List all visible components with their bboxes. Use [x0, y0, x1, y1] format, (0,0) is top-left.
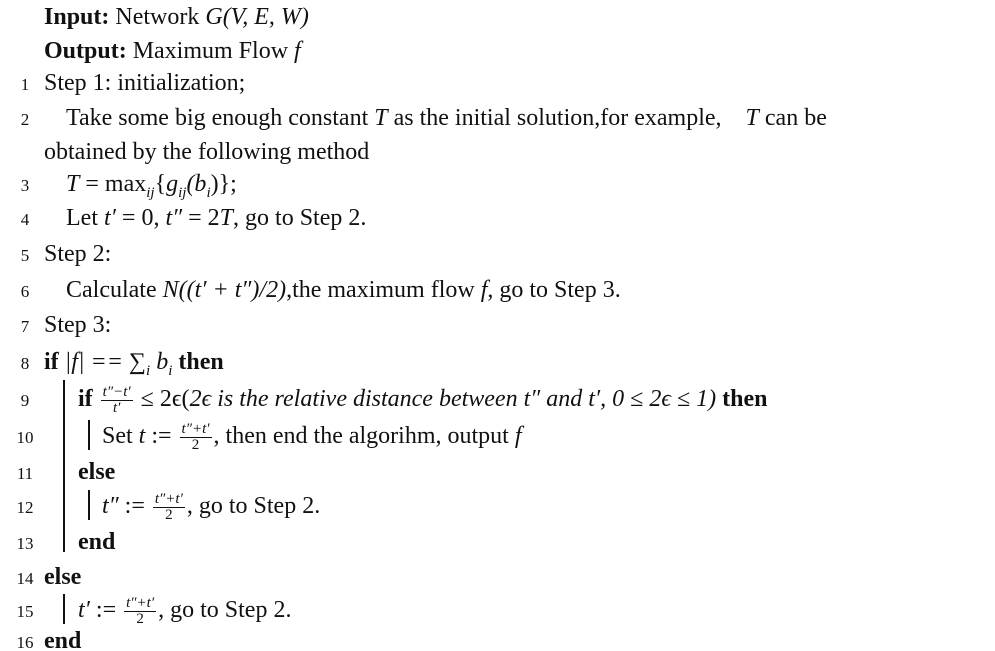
- keyword: end: [44, 628, 82, 651]
- math: g: [166, 171, 179, 197]
- keyword: else: [78, 459, 116, 485]
- input-label: Input:: [44, 4, 110, 30]
- block-bar: [63, 380, 65, 552]
- text: Take some big enough constant: [66, 105, 375, 131]
- line-number: 8: [20, 354, 30, 373]
- line-11: [78, 457, 115, 487]
- output-text: Maximum Flow: [132, 38, 295, 64]
- denominator: t′: [112, 399, 121, 416]
- line-5: Step 2:: [44, 241, 112, 267]
- keyword: if: [44, 349, 59, 375]
- text: , go to Step 2.: [186, 493, 321, 519]
- numerator: t″+t′: [126, 594, 155, 611]
- math: T: [219, 205, 234, 231]
- math: (b: [186, 171, 207, 197]
- sub: i: [168, 362, 173, 379]
- denominator: 2: [191, 436, 200, 453]
- math: T: [66, 171, 80, 197]
- text: :=: [118, 493, 151, 519]
- text: = 2: [182, 205, 220, 231]
- output-math: f: [294, 38, 301, 64]
- line-1: Step 1: initialization;: [44, 70, 246, 96]
- line-number: 9: [20, 391, 30, 410]
- denominator: 2: [165, 506, 173, 523]
- denominator: 2: [136, 610, 144, 627]
- line-8: [44, 347, 224, 386]
- text: Calculate: [66, 277, 163, 303]
- input-text: Network: [115, 4, 206, 30]
- text: = max: [79, 171, 147, 197]
- line-15: [78, 595, 291, 627]
- text: ≤ 2ϵ(: [134, 386, 190, 412]
- block-bar: [88, 490, 90, 520]
- math: N: [162, 277, 179, 303]
- sub: ij: [178, 184, 187, 201]
- text: :=: [145, 423, 178, 449]
- text: , then end the algorihm, output: [213, 423, 515, 449]
- line-number: 14: [16, 569, 34, 588]
- input-line: [44, 2, 309, 32]
- fraction: [153, 492, 185, 523]
- math: t′: [78, 597, 90, 623]
- line-7: Step 3:: [44, 312, 112, 338]
- text: )};: [210, 171, 237, 197]
- line-number: 2: [20, 110, 30, 129]
- keyword: end: [78, 529, 116, 555]
- line-16: [44, 626, 81, 651]
- sub: ij: [146, 184, 155, 201]
- numerator: t″−t′: [102, 383, 131, 400]
- line-2: [66, 103, 827, 133]
- text: :=: [89, 597, 123, 623]
- line-number: 10: [16, 428, 34, 447]
- line-4: [66, 203, 366, 233]
- line-number: 6: [20, 282, 30, 301]
- line-3: [66, 169, 237, 208]
- text: , go to Step 3.: [487, 277, 621, 303]
- line-6: [66, 275, 621, 305]
- text: {: [154, 171, 167, 197]
- keyword: then: [172, 349, 224, 375]
- keyword: then: [716, 386, 768, 412]
- line-number: 11: [16, 464, 34, 483]
- sub: i: [146, 362, 151, 379]
- fraction: [101, 385, 133, 416]
- text: Set: [102, 423, 139, 449]
- line-number: 7: [20, 317, 30, 336]
- text: can be: [758, 105, 827, 131]
- line-2-continued: obtained by the following method: [44, 139, 370, 165]
- line-number: 13: [16, 534, 34, 553]
- line-number: 5: [20, 246, 30, 265]
- output-label: Output:: [44, 38, 127, 64]
- math: f: [480, 277, 488, 303]
- line-number: 1: [20, 75, 30, 94]
- text: , go to Step 2.: [158, 597, 292, 623]
- line-number: 16: [16, 633, 34, 651]
- text: ,the maximum flow: [286, 277, 481, 303]
- line-9: [78, 384, 768, 416]
- math: T: [745, 105, 759, 131]
- math: |f| == ∑: [58, 349, 147, 375]
- math: f: [514, 423, 522, 449]
- comment: 2ϵ is the relative distance between t″ and t′, 0 ≤ 2ϵ ≤ 1): [189, 386, 717, 412]
- line-number: 12: [16, 498, 34, 517]
- fraction: [180, 422, 212, 453]
- numerator: t″+t′: [154, 490, 183, 507]
- math: t″: [165, 205, 183, 231]
- text: , go to Step 2.: [233, 205, 367, 231]
- line-14: [44, 562, 81, 592]
- numerator: t″+t′: [181, 420, 210, 437]
- line-number: 3: [20, 176, 30, 195]
- output-line: [44, 36, 301, 66]
- math: t: [138, 423, 146, 449]
- keyword: if: [78, 386, 93, 412]
- math: T: [374, 105, 388, 131]
- sub: i: [206, 184, 211, 201]
- math: b: [150, 349, 169, 375]
- block-bar: [88, 420, 90, 450]
- math: t″: [102, 493, 119, 519]
- math: ((t′ + t″)/2): [178, 277, 287, 303]
- text: = 0,: [115, 205, 166, 231]
- line-number: 4: [20, 210, 30, 229]
- line-13: [78, 527, 115, 557]
- text: as the initial solution,for example,: [387, 105, 728, 131]
- input-math: G(V, E, W): [205, 4, 309, 30]
- text: Let: [66, 205, 104, 231]
- keyword: else: [44, 564, 82, 590]
- line-number: 15: [16, 602, 34, 621]
- fraction: [124, 596, 156, 627]
- line-12: [102, 491, 320, 523]
- line-10: [102, 421, 522, 453]
- math: t′: [103, 205, 116, 231]
- block-bar: [63, 594, 65, 624]
